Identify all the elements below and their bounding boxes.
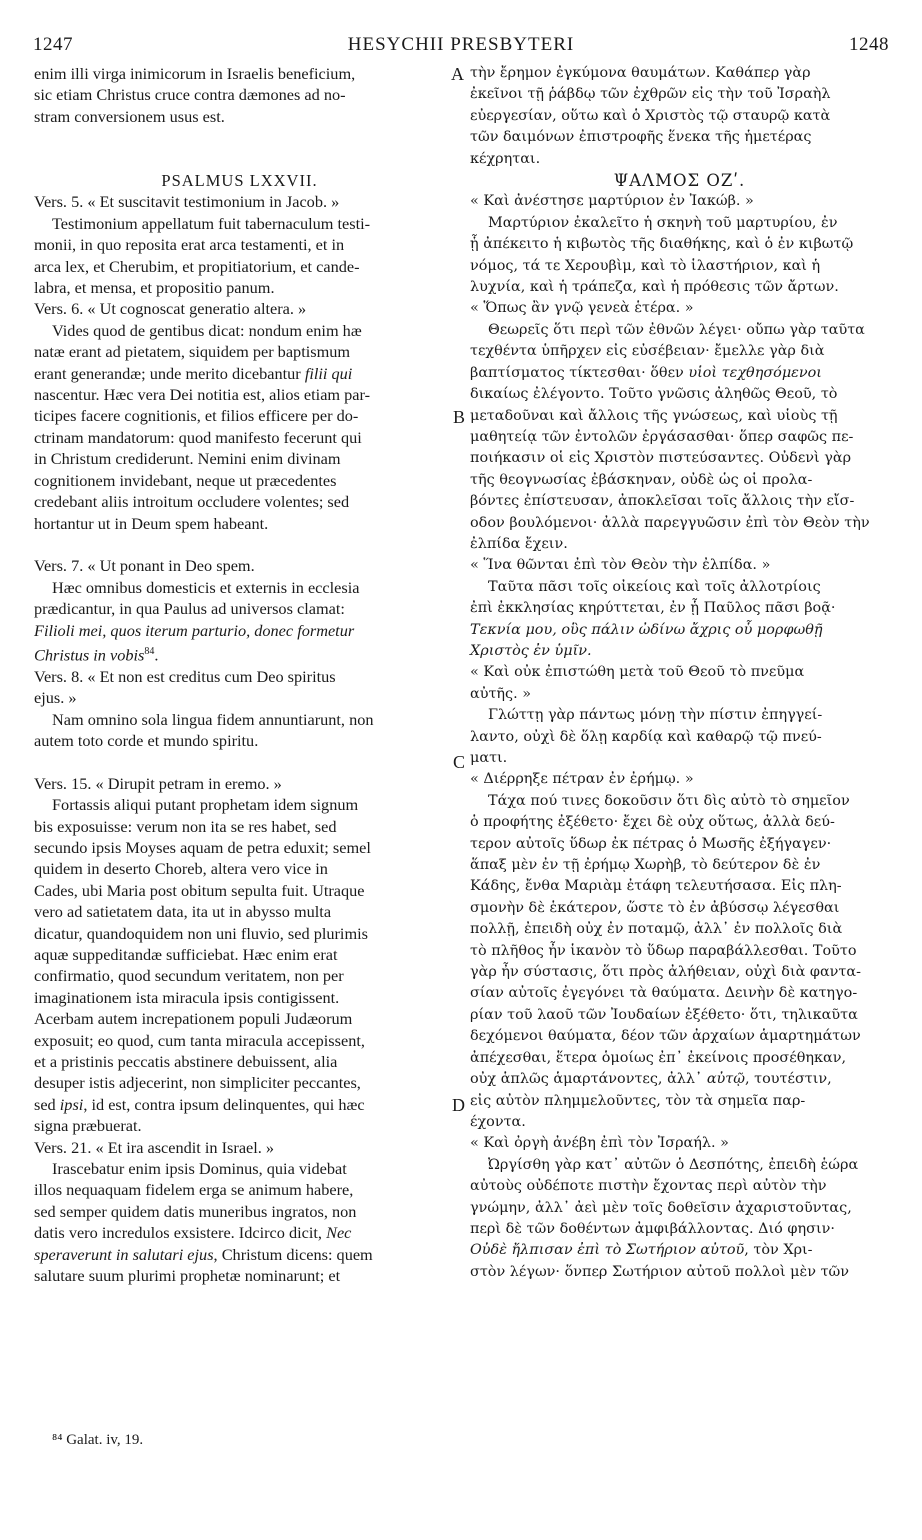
verse-line: Vers. 6. « Ut cognoscat generatio altera. » [34, 299, 307, 319]
verse-line: « Ἵνα θῶνται ἐπὶ τὸν Θεὸν τὴν ἐλπίδα. » [470, 557, 771, 574]
text-line: μαθητείᾳ τῶν ἐντολῶν ἐργάσασθαι· ὅπερ σαφῶς πε- [470, 428, 854, 445]
text-line: desuper istis adjecerint, non simpliciter peccantes, [34, 1073, 361, 1093]
text-line: Fortassis aliqui putant prophetam idem signum [52, 795, 359, 815]
text-line: γνώμην, ἀλλ᾽ ἀεὶ μὲν τοῖς δοθεῖσιν ἀχαριστοῦντας, [470, 1199, 852, 1216]
text-line: hortantur ut in Deum spem habeant. [34, 513, 269, 533]
running-header [33, 34, 889, 60]
text-run: , Christum dicens: quem [213, 1244, 373, 1264]
text-run: , τὸν Χρι- [744, 1242, 813, 1259]
text-line: νόμος, τά τε Χερουβὶμ, καὶ τὸ ἱλαστήριον, καὶ ἡ [470, 257, 821, 274]
text-line: μεταδοῦναι καὶ ἄλλοις τῆς γνώσεως, καὶ υἱοὺς τῇ [470, 407, 838, 424]
italic-run: filii qui [304, 363, 353, 383]
text-line: πολλῇ, ἐπειδὴ οὐχ ἐν ποταμῷ, ἀλλ᾽ ἐν πολλοῖς διὰ [470, 921, 843, 938]
verse-line: « Διέρρηξε πέτραν ἐν ἐρήμῳ. » [470, 771, 694, 788]
text-line: κέχρηται. [470, 150, 541, 167]
running-title: HESYCHII PRESBYTERI [347, 34, 575, 55]
text-line: τὴν ἔρημον ἐγκύμονα θαυμάτων. Καθάπερ γὰρ [470, 65, 811, 81]
text-line: περὶ δὲ τῶν δοθέντων ἀμφιβάλλοντας. Διό φησιν· [470, 1220, 835, 1237]
text-line: δεχόμενοι θαύματα, δέον τῶν ἀρχαίων ἁμαρτημάτων [470, 1028, 861, 1045]
text-line: έχοντα. [470, 1113, 526, 1130]
text-line: nascentur. Hæc vera Dei notitia est, alios etiam par- [34, 385, 371, 405]
italic-run: Τεκνία μου, οὓς πάλιν ὠδίνω ἄχρις οὗ μορφωθῇ [470, 621, 823, 638]
text-line: τῶν δαιμόνων ἐπιστροφῆς ἕνεκα τῆς ἡμετέρας [470, 129, 812, 146]
text-run: sed [34, 1094, 60, 1114]
footnote: ⁸⁴ Galat. iv, 19. [52, 1432, 144, 1448]
text-line: αὐτοὺς οὐδέποτε πιστὴν ἔχοντας περὶ αὐτὸν τὴν [470, 1178, 827, 1195]
italic-run: υἱοὶ τεχθησόμενοι [688, 364, 822, 381]
text-line: imaginationem ista miracula ipsis contigissent. [34, 987, 340, 1007]
margin-letter-b: B [453, 407, 466, 427]
text-line: γὰρ ἦν σύστασις, ὅτι πρὸς ἀλήθειαν, οὐχὶ διὰ φαντα- [470, 964, 861, 981]
text-line: οδον βουλόμενοι· ἀλλὰ παρεγγυῶσιν ἐπὶ τὸν Θεὸν τὴν [470, 514, 870, 531]
text-line: ᾗ ἀπέκειτο ἡ κιβωτὸς τῆς διαθήκης, καὶ ὁ ἐν κιβωτῷ [470, 236, 854, 253]
text-line: βόντες ἐπίστευσαν, ἀποκλεῖσαι τοῖς ἄλλοις τὴν εἴσ- [470, 493, 855, 510]
margin-letter-a: A [451, 64, 464, 84]
text-line: αὐτῆς. » [470, 685, 532, 702]
text-line: in Christum crediderunt. Nemini enim divinam [34, 449, 341, 469]
text-line: bis exposuisse: verum non ita se res habet, sed [34, 816, 337, 836]
italic-run: Filioli mei, quos iterum parturio, donec formetur [34, 620, 355, 640]
text-line: confirmatio, quod secundum veritatem, non per [34, 966, 344, 986]
text-line: στὸν λέγων· ὅνπερ Σωτήριον αὐτοῦ πολλοὶ μὲν τῶν [470, 1263, 850, 1280]
text-line: credebant aliis introitum occludere volentes; sed [34, 492, 350, 512]
text-line: ποιήκασιν οἱ εἰς Χριστὸν πιστεύσαντες. Οὐδενὶ γὰρ [470, 450, 852, 467]
text-line: Ταῦτα πᾶσι τοῖς οἰκείοις καὶ τοῖς ἀλλοτρίοις [488, 578, 821, 595]
text-line [470, 363, 889, 384]
text-line [470, 1240, 889, 1261]
verse-line: « Καὶ οὐκ ἐπιστώθη μετὰ τοῦ Θεοῦ τὸ πνεῦμα [470, 664, 805, 681]
text-line: Hæc omnibus domesticis et externis in ecclesia [52, 577, 360, 597]
text-line: autem toto corde et mundo spiritu. [34, 730, 259, 750]
text-line: secundo ipsis Moyses aquam de petra eduxit; semel [34, 837, 371, 857]
page-number-right: 1248 [849, 34, 889, 55]
italic-run: Χριστὸς ἐν ὑμῖν. [470, 642, 592, 659]
text-line: natæ erant ad pietatem, siquidem per baptismum [34, 342, 351, 362]
italic-run: Οὐδὲ ἤλπισαν ἐπὶ τὸ Σωτήριον αὐτοῦ [470, 1242, 745, 1259]
text-line: εὐεργεσίαν, οὕτω καὶ ὁ Χριστὸς τῷ σταυρῷ κατὰ [470, 107, 831, 124]
italic-run: αὐτῷ [706, 1071, 745, 1088]
page-number-left: 1247 [33, 34, 73, 55]
text-run: οὐχ ἁπλῶς ἁμαρτάνοντες, ἀλλ᾽ [470, 1071, 707, 1088]
text-line [34, 1244, 445, 1265]
verse-line: Vers. 7. « Ut ponant in Deo spem. [34, 556, 255, 576]
text-line: labra, et mensa, et propositio panum. [34, 278, 275, 298]
text-line: Μαρτύριον ἐκαλεῖτο ἡ σκηνὴ τοῦ μαρτυρίου, ἐν [488, 214, 838, 231]
text-line: enim illi virga inimicorum in Israelis beneficium, [34, 64, 356, 83]
text-line: τερον αὐτοῖς ὕδωρ ἐκ πέτρας ὁ Μωσῆς ἐξήγαγεν· [470, 835, 832, 852]
italic-run: Nec [326, 1223, 352, 1243]
psalm-heading: PSALMUS LXXVII. [161, 171, 318, 190]
text-line: cognitionem invidebant, neque ut præcedentes [34, 470, 337, 490]
text-line: Γλώττῃ γὰρ πάντως μόνῃ τὴν πίστιν ἐπηγγεί- [488, 707, 823, 724]
text-line: quidem in deserto Choreb, altera vero vice in [34, 859, 328, 879]
margin-letter-c: C [453, 752, 466, 772]
margin-letter-d: D [452, 1095, 465, 1115]
text-line: σμονὴν δὲ ἑκάτερον, ὥστε τὸ ἐν ἀβύσσῳ λέγεσθαι [470, 899, 840, 916]
footnote-ref: 84 [144, 645, 155, 657]
text-line [34, 363, 445, 384]
text-line: ρίαν τοῦ λαοῦ τῶν Ἰουδαίων ἐξέθετο· ὅτι, τηλικαῦτα [470, 1006, 858, 1023]
text-line: arca lex, et Cherubim, et propitiatorium, et cande- [34, 256, 360, 276]
text-line: vero ad satietatem data, ita ut in abysso multa [34, 902, 332, 922]
text-line: Τάχα πού τινες δοκοῦσιν ὅτι δὶς αὐτὸ τὸ σημεῖον [488, 792, 850, 809]
text-line [470, 620, 889, 641]
text-line: λυχνία, καὶ ἡ τράπεζα, καὶ ἡ πρόθεσις τῶν ἄρτων. [470, 279, 839, 296]
text-run: erant generandæ; unde merito dicebantur [34, 363, 301, 383]
text-line: Nam omnino sola lingua fidem annuntiarunt, non [52, 709, 374, 729]
verse-line: Vers. 8. « Et non est creditus cum Deo spiritus [34, 666, 336, 686]
text-run: . [154, 645, 159, 665]
text-run: βαπτίσματος τίκτεσθαι· ὅθεν [470, 364, 684, 381]
text-line: τῆς θεογνωσίας ἐβάσκηναν, οὐδὲ ὡς οἱ προλα- [470, 471, 813, 488]
text-run: datis vero incredulos exsistere. Idcirco dicit, [34, 1223, 322, 1243]
text-line: Acerbam autem increpationem populi Judæorum [34, 1009, 353, 1029]
text-line: σίαν αὐτοῖς ἐγεγόνει τὰ θαύματα. Δεινὴν δὲ κατηγο- [470, 985, 858, 1002]
text-line: ἅπαξ μὲν ἐν τῇ ἐρήμῳ Χωρὴβ, τὸ δεύτερον δὲ ἐν [470, 857, 821, 874]
text-line: monii, in quo reposita erat arca testamenti, et in [34, 235, 345, 255]
text-line: illos nequaquam fidelem erga se animum habere, [34, 1180, 354, 1200]
verse-line: Vers. 21. « Et ira ascendit in Israel. » [34, 1137, 275, 1157]
italic-run: Christus in vobis [34, 645, 145, 665]
text-line: salutare suum plurimi prophetæ nominarunt; et [34, 1266, 341, 1286]
text-line: Ὠργίσθη γὰρ κατ᾽ αὐτῶν ὁ Δεσπότης, ἐπειδὴ ἑώρα [488, 1156, 859, 1173]
text-line [470, 641, 889, 662]
verse-line: Vers. 15. « Dirupit petram in eremo. » [34, 773, 282, 793]
text-line: signa præbuerat. [34, 1116, 142, 1136]
text-line: Cades, ubi Maria post obitum sepulta fuit. Utraque [34, 880, 365, 900]
text-line: ἐλπίδα ἔχειν. [470, 535, 568, 552]
text-line [34, 620, 445, 641]
text-line [34, 1094, 445, 1115]
text-line: prædicantur, in qua Paulus ad universos clamat: [34, 599, 345, 619]
text-line: Θεωρεῖς ὅτι περὶ τῶν ἐθνῶν λέγει· οὔπω γὰρ ταῦτα [488, 321, 865, 338]
text-line: ctrinam mandatorum: quod manifesto fecerunt qui [34, 427, 362, 447]
text-line: et a pristinis peccatis abstinere debuissent, alia [34, 1052, 338, 1072]
text-line: sed semper quidem datis muneribus ingratos, non [34, 1201, 357, 1221]
text-line: λαντο, οὐχὶ δὲ ὅλῃ καρδίᾳ καὶ καθαρῷ τῷ πνεύ- [470, 728, 822, 745]
text-line: ἐκεῖνοι τῇ ῥάβδῳ τῶν ἐχθρῶν εἰς τὴν τοῦ Ἰσραὴλ [470, 86, 831, 103]
text-line: sic etiam Christus cruce contra dæmones ad no- [34, 85, 346, 105]
text-line: dicatur, quandoquidem non uni fluvio, sed plurimis [34, 923, 368, 943]
verse-line: « Καὶ ἀνέστησε μαρτύριον ἐν Ἰακώβ. » [470, 193, 754, 210]
text-line: ὁ προφήτης ἐξέθετο· ἔχει δὲ οὐχ οὕτως, ἀλλὰ δεύ- [470, 814, 835, 831]
text-line: ἀπέχεσθαι, ἕτερα ὁμοίως ἐπ᾽ ἐκείνοις προσέθηκαν, [470, 1049, 847, 1066]
text-line: ἐπὶ ἐκκλησίας κηρύττεται, ἐν ᾗ Παῦλος πᾶσι βοᾷ· [470, 600, 836, 617]
italic-run: ipsi [59, 1094, 84, 1114]
text-run: , τουτέστιν, [745, 1071, 832, 1088]
text-line: stram conversionem usus est. [34, 106, 225, 126]
greek-column [470, 63, 889, 1283]
text-line [34, 641, 445, 666]
text-run: , id est, contra ipsum delinquentes, qui hæc [83, 1094, 365, 1114]
text-line: ματι. [470, 750, 508, 766]
text-line: Κάδης, ἔνθα Μαριὰμ ἐτάφη τελευτήσασα. Εἰς πλη- [470, 878, 842, 895]
latin-column [34, 63, 445, 1287]
text-line: aquæ suppeditandæ sufficiebat. Hæc enim erat [34, 945, 338, 965]
text-line: δικαίως ἐλέγοντο. Τοῦτο γνῶσις ἀληθῶς Θεοῦ, τὸ [470, 386, 838, 403]
verse-line: « Ὅπως ἂν γνῷ γενεὰ ἑτέρα. » [470, 300, 694, 317]
verse-line: Vers. 5. « Et suscitavit testimonium in Jacob. » [34, 192, 340, 212]
verse-line: « Καὶ ὀργὴ ἀνέβη ἐπὶ τὸν Ἰσραήλ. » [470, 1135, 729, 1152]
text-line: εἰς αὐτὸν πλημμελοῦντες, τὸν τὰ σημεῖα παρ- [470, 1092, 806, 1109]
text-line: Vides quod de gentibus dicat: nondum enim hæ [52, 320, 362, 340]
psalm-heading: ΨΑΛΜΟΣ ΟΖʹ. [613, 171, 746, 191]
text-line: ticipes facere cognitionis, et filios efficere per do- [34, 406, 359, 426]
text-line [34, 1222, 445, 1243]
text-line: τὸ πλῆθος ἦν ἱκανὸν τὸ ὕδωρ παραβάλλεσθαι. Τοῦτο [470, 942, 857, 959]
text-line: Irascebatur enim ipsis Dominus, quia videbat [52, 1159, 347, 1179]
text-line: τεχθέντα ὑπῆρχεν εἰς εὐσέβειαν· ἔμελλε γὰρ διὰ [470, 343, 825, 360]
text-line: ejus. » [34, 688, 77, 708]
text-line: exposuit; eo quod, cum tanta miracula accepissent, [34, 1030, 365, 1050]
italic-run: speraverunt in salutari ejus [34, 1244, 214, 1264]
text-line: Testimonium appellatum fuit tabernaculum testi- [52, 213, 371, 233]
text-line [470, 1069, 889, 1090]
